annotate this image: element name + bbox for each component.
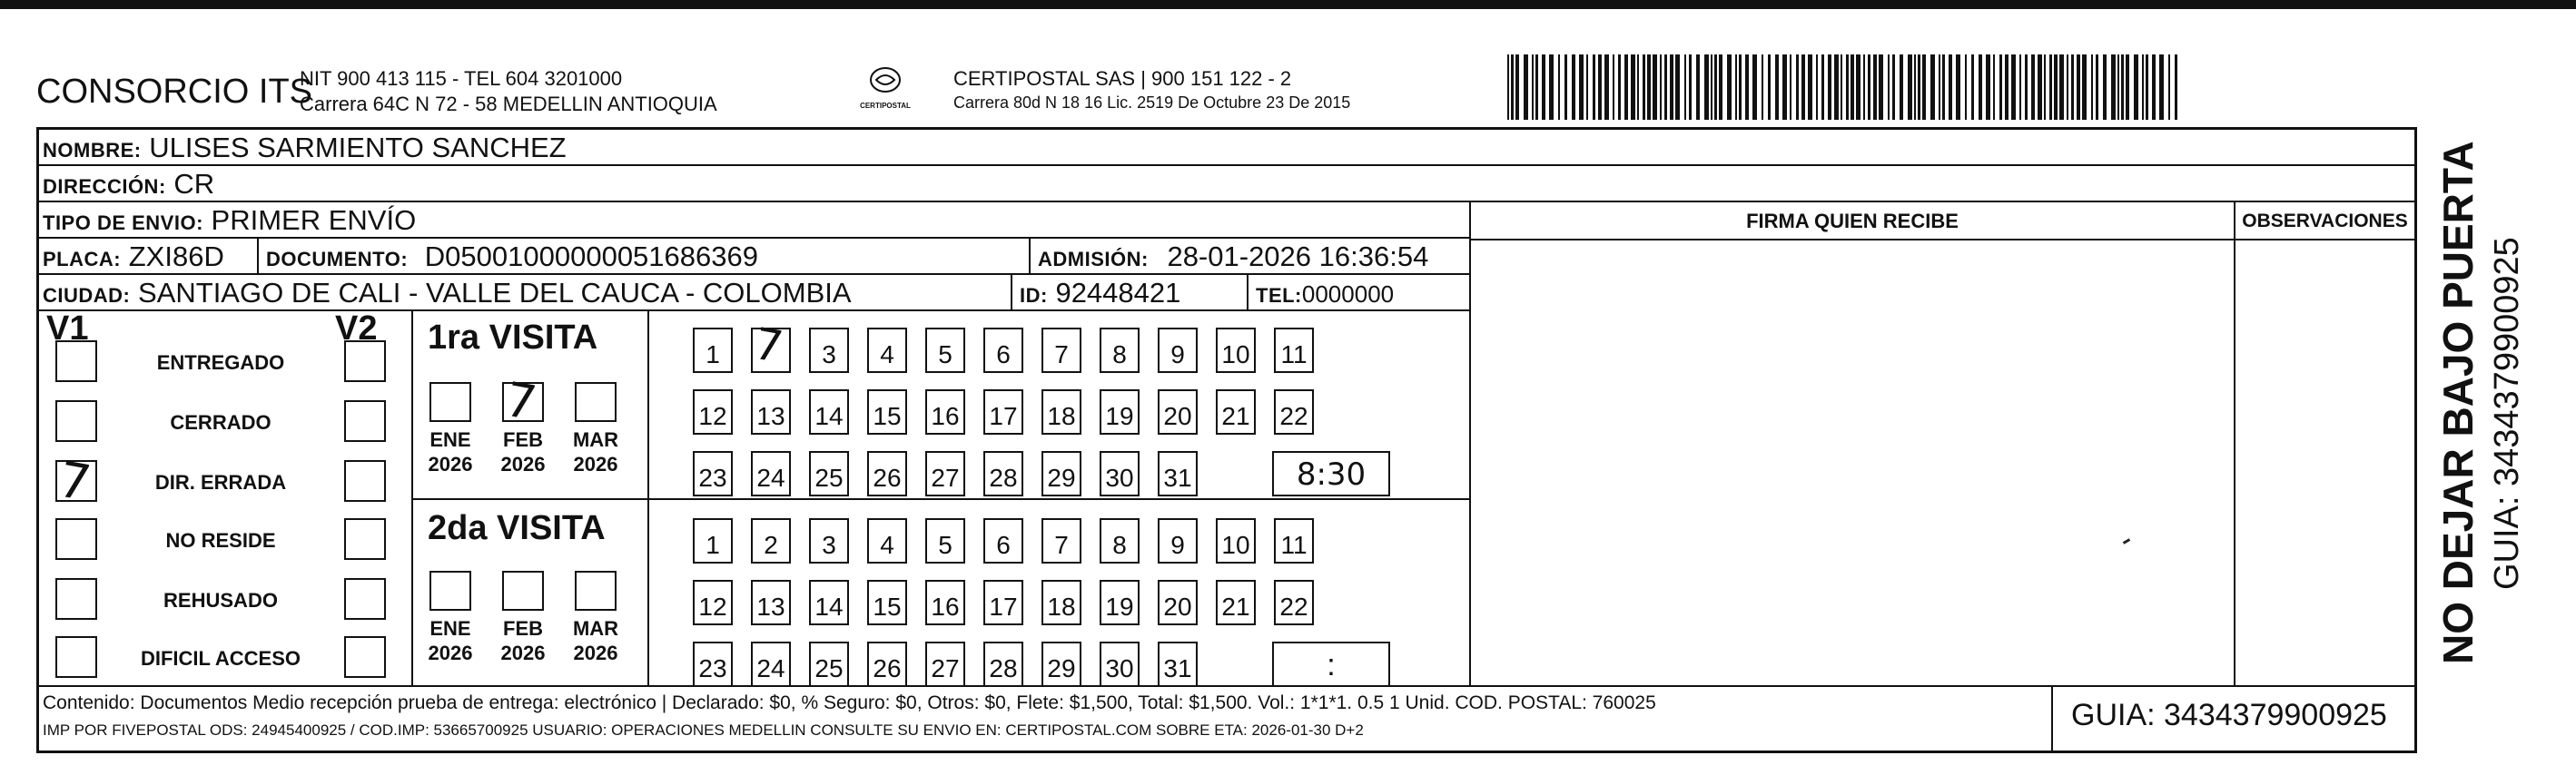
day-box[interactable]: 20 [1158, 580, 1198, 625]
barcode-bar [1647, 54, 1651, 120]
month-label: FEB [503, 617, 543, 640]
top-border [0, 0, 2576, 9]
day-box[interactable]: 5 [925, 328, 965, 373]
barcode-bar [1790, 54, 1791, 120]
time-box[interactable]: : [1272, 642, 1390, 687]
barcode-bar [1704, 54, 1709, 120]
signature-dot [2123, 538, 2130, 544]
day-box[interactable]: 17 [983, 389, 1023, 435]
day-box[interactable]: 14 [809, 580, 849, 625]
day-box[interactable]: 15 [867, 580, 907, 625]
placa-value: ZXI86D [128, 240, 224, 272]
barcode-bar [1670, 54, 1673, 120]
barcode-bar [1834, 54, 1839, 120]
day-box[interactable]: 12 [693, 580, 733, 625]
v2-checkbox[interactable] [344, 636, 386, 678]
nombre-value: ULISES SARMIENTO SANCHEZ [149, 132, 567, 163]
barcode-bar [1930, 54, 1935, 120]
direccion-value: CR [173, 168, 215, 200]
barcode-bar [1624, 54, 1628, 120]
day-box[interactable]: 3 [809, 518, 849, 564]
day-box[interactable]: 13 [751, 580, 791, 625]
tipo-label: TIPO DE ENVIO: [43, 211, 203, 234]
time-box[interactable]: 8:30 [1272, 451, 1390, 496]
day-box[interactable]: 2 [751, 518, 791, 564]
documento-label: DOCUMENTO: [266, 248, 409, 270]
barcode-bar [1801, 54, 1805, 120]
barcode-bar [1782, 54, 1787, 120]
barcode-bar [1637, 54, 1639, 120]
admision-value: 28-01-2026 16:36:54 [1167, 240, 1429, 272]
v1-checkbox[interactable] [55, 578, 97, 620]
barcode-bar [1719, 54, 1722, 120]
barcode-bar [2121, 54, 2124, 120]
day-box[interactable]: 12 [693, 389, 733, 435]
day-box[interactable]: 15 [867, 389, 907, 435]
barcode-bar [1572, 54, 1575, 120]
day-box[interactable]: 9 [1158, 518, 1198, 564]
tipo-value: PRIMER ENVÍO [211, 204, 417, 236]
day-box[interactable]: 19 [1100, 389, 1140, 435]
barcode-bar [1739, 54, 1742, 120]
day-box[interactable]: 6 [983, 328, 1023, 373]
tel-value: 0000000 [1301, 280, 1395, 308]
day-box[interactable]: 10 [1216, 518, 1256, 564]
day-box[interactable]: 1 [693, 518, 733, 564]
barcode-bar [1762, 54, 1763, 120]
barcode-bar [1675, 54, 1680, 120]
month-label: MAR [572, 617, 619, 640]
day-box[interactable]: 4 [867, 328, 907, 373]
barcode-bar [1999, 54, 2002, 120]
day-box[interactable]: 16 [925, 389, 965, 435]
barcode-bar [2146, 54, 2148, 120]
placa-label: PLACA: [43, 248, 122, 270]
barcode-bar [1851, 54, 1854, 120]
barcode-bar [2134, 54, 2138, 120]
barcode-bar [1735, 54, 1737, 120]
barcode-bar [2126, 54, 2129, 120]
month-year: 2026 [428, 642, 473, 664]
nombre-label: NOMBRE: [43, 139, 142, 162]
month-year: 2026 [573, 642, 618, 664]
status-label: REHUSADO [163, 589, 278, 612]
v1-checkbox[interactable] [55, 340, 97, 382]
barcode-bar [1593, 54, 1595, 120]
barcode-bar [1586, 54, 1588, 120]
month-checkbox[interactable] [575, 382, 617, 422]
month-year: 2026 [500, 453, 546, 476]
day-box[interactable]: 8 [1100, 518, 1140, 564]
barcode-bar [1714, 54, 1717, 120]
day-box[interactable]: 17 [983, 580, 1023, 625]
barcode-bar [1711, 54, 1712, 120]
barcode-bar [1900, 54, 1903, 120]
v2-checkbox[interactable] [344, 460, 386, 502]
divider [1011, 275, 1012, 311]
barcode-bar [1660, 54, 1662, 120]
day-box[interactable]: 6 [983, 518, 1023, 564]
barcode-bar [1816, 54, 1818, 120]
barcode-bar [1515, 54, 1519, 120]
barcode-bar [1558, 54, 1560, 120]
barcode-bar [2168, 54, 2170, 120]
month-checkbox[interactable] [429, 382, 471, 422]
barcode-bar [1579, 54, 1584, 120]
visit-divider [411, 498, 1469, 500]
second-visit-title: 2da VISITA [428, 509, 606, 547]
barcode-bar [2038, 54, 2042, 120]
nombre-field [43, 132, 567, 164]
day-box[interactable]: 28 [983, 451, 1023, 496]
v2-label: V2 [335, 309, 378, 348]
month-year: 2026 [500, 642, 546, 664]
barcode-bar [1914, 54, 1916, 120]
day-box[interactable] [750, 318, 791, 374]
barcode-bar [1631, 54, 1635, 120]
tel-field [1256, 277, 1394, 309]
barcode-bar [1856, 54, 1860, 120]
barcode-bar [1745, 54, 1749, 120]
month-year: 2026 [573, 453, 618, 476]
day-box[interactable]: 18 [1041, 389, 1081, 435]
barcode-bar [1888, 54, 1890, 120]
barcode-bar [2152, 54, 2156, 120]
ciudad-label: CIUDAD: [43, 284, 131, 307]
courier-logo-mark [867, 66, 903, 97]
day-box[interactable]: 22 [1274, 389, 1314, 435]
row-tipo [39, 202, 1469, 239]
row-direccion [39, 166, 2414, 202]
barcode-bar [1949, 54, 1952, 120]
day-box[interactable]: 9 [1158, 328, 1198, 373]
day-box[interactable]: 14 [809, 389, 849, 435]
barcode-bar [1643, 54, 1645, 120]
firma-header [1471, 204, 2234, 240]
handwritten-check-mark: 7 [750, 318, 787, 374]
barcode-bar [2011, 54, 2016, 120]
barcode-bar [1532, 54, 1534, 120]
courier-logo-text: CERTIPOSTAL [860, 102, 911, 110]
barcode-bar [2091, 54, 2093, 120]
v2-checkbox[interactable] [344, 400, 386, 442]
month-checkbox[interactable] [502, 571, 544, 611]
firma-label: FIRMA QUIEN RECIBE [1746, 210, 1959, 232]
barcode-bar [2175, 54, 2177, 120]
barcode-bar [2025, 54, 2028, 120]
day-box[interactable]: 31 [1158, 451, 1198, 496]
documento-value: D05001000000051686369 [424, 240, 758, 272]
barcode-bar [1956, 54, 1960, 120]
barcode-bar [2117, 54, 2119, 120]
id-value: 92448421 [1055, 277, 1181, 309]
barcode-bar [2067, 54, 2068, 120]
status-label: ENTREGADO [156, 351, 285, 374]
day-box[interactable]: 16 [925, 580, 965, 625]
side-guia: GUIA: 3434379900925 [2488, 237, 2526, 590]
barcode-bar [1618, 54, 1621, 120]
day-box[interactable]: 13 [751, 389, 791, 435]
day-box[interactable]: 25 [809, 642, 849, 687]
id-label: ID: [1020, 284, 1048, 307]
barcode-bar [1752, 54, 1757, 120]
admision-field [1038, 240, 1428, 273]
courier-name: CERTIPOSTAL SAS | 900 151 122 - 2 [953, 67, 1292, 90]
barcode-bar [1942, 54, 1945, 120]
day-box[interactable]: 26 [867, 642, 907, 687]
day-box[interactable]: 26 [867, 451, 907, 496]
v1-checkbox[interactable] [55, 400, 97, 442]
divider [257, 239, 259, 275]
day-box[interactable]: 20 [1158, 389, 1198, 435]
delivery-form [36, 127, 2417, 753]
footer-content: Contenido: Documentos Medio recepción prueba de entrega: electrónico | Declarado: $0, % Seguro: $0, Otros: $0, Flete: $1,500, Total: $1,500. Vol.: 1*1*1. 0.5 1 Unid. COD. POSTAL: 760025 [43, 692, 1656, 713]
month-label: ENE [429, 428, 471, 451]
day-box[interactable]: 28 [983, 642, 1023, 687]
barcode-bar [1542, 54, 1545, 120]
barcode [1507, 54, 2179, 120]
handwritten-check-mark: 7 [501, 372, 541, 432]
barcode-bar [1653, 54, 1657, 120]
barcode-bar [1696, 54, 1700, 120]
barcode-bar [1549, 54, 1554, 120]
observaciones-header [2235, 204, 2414, 240]
footer-guia-box [2051, 685, 2414, 750]
barcode-bar [1965, 54, 1967, 120]
company-nit: NIT 900 413 115 - TEL 604 3201000 [300, 67, 623, 90]
documento-field [266, 240, 758, 273]
tipo-field [43, 204, 416, 237]
barcode-bar [1918, 54, 1920, 120]
ciudad-value: SANTIAGO DE CALI - VALLE DEL CAUCA - COLOMBIA [138, 277, 852, 309]
barcode-bar [2142, 54, 2144, 120]
day-box[interactable]: 30 [1100, 642, 1140, 687]
day-box[interactable]: 8 [1100, 328, 1140, 373]
barcode-bar [2103, 54, 2107, 120]
v1-checkbox[interactable] [54, 450, 97, 513]
barcode-bar [1846, 54, 1849, 120]
barcode-bar [1879, 54, 1883, 120]
day-box[interactable]: 23 [693, 642, 733, 687]
month-label: ENE [429, 617, 471, 640]
day-box[interactable]: 19 [1100, 580, 1140, 625]
day-box[interactable]: 29 [1041, 451, 1081, 496]
barcode-bar [1873, 54, 1877, 120]
month-label: FEB [503, 428, 543, 451]
barcode-bar [2049, 54, 2052, 120]
barcode-bar [1727, 54, 1732, 120]
barcode-bar [2071, 54, 2074, 120]
v1-label: V1 [46, 309, 89, 348]
row-placa [39, 239, 1469, 275]
day-box[interactable]: 30 [1100, 451, 1140, 496]
company-name: CONSORCIO ITS [36, 73, 313, 111]
handwritten-check-mark: 7 [54, 450, 95, 513]
ciudad-field [43, 277, 852, 309]
barcode-bar [2111, 54, 2116, 120]
placa-field [43, 240, 224, 273]
direccion-field [43, 168, 214, 201]
barcode-bar [2044, 54, 2046, 120]
barcode-bar [1908, 54, 1912, 120]
barcode-bar [1993, 54, 1995, 120]
day-box[interactable]: 21 [1216, 389, 1256, 435]
first-visit-title: 1ra VISITA [428, 319, 598, 357]
v2-checkbox[interactable] [344, 578, 386, 620]
barcode-bar [1979, 54, 1982, 120]
month-checkbox[interactable] [575, 571, 617, 611]
day-box[interactable]: 27 [925, 642, 965, 687]
barcode-bar [1768, 54, 1771, 120]
side-warning: NO DEJAR BAJO PUERTA [2434, 141, 2482, 664]
barcode-bar [1863, 54, 1865, 120]
barcode-bar [1986, 54, 1990, 120]
id-field [1020, 277, 1180, 309]
barcode-bar [2054, 54, 2058, 120]
barcode-bar [1511, 54, 1514, 120]
barcode-bar [2096, 54, 2098, 120]
barcode-bar [1775, 54, 1779, 120]
day-box[interactable]: 29 [1041, 642, 1081, 687]
status-label: CERRADO [170, 411, 271, 434]
barcode-bar [1684, 54, 1686, 120]
barcode-bar [1971, 54, 1974, 120]
barcode-bar [2059, 54, 2064, 120]
month-checkbox[interactable] [501, 372, 544, 432]
courier-address: Carrera 80d N 18 16 Lic. 2519 De Octubre 23 De 2015 [953, 93, 1351, 112]
row-nombre [39, 130, 2414, 166]
barcode-bar [2159, 54, 2164, 120]
v2-checkbox[interactable] [344, 518, 386, 560]
month-label: MAR [572, 428, 619, 451]
barcode-bar [1892, 54, 1895, 120]
day-box[interactable]: 24 [751, 642, 791, 687]
barcode-bar [1535, 54, 1538, 120]
barcode-bar [1524, 54, 1528, 120]
firma-divider [1469, 202, 1471, 685]
day-box[interactable]: 25 [809, 451, 849, 496]
barcode-bar [2077, 54, 2080, 120]
barcode-bar [1939, 54, 1940, 120]
barcode-bar [2082, 54, 2087, 120]
day-box[interactable]: 11 [1274, 518, 1314, 564]
month-checkbox[interactable] [429, 571, 471, 611]
barcode-bar [1564, 54, 1567, 120]
barcode-bar [1821, 54, 1824, 120]
day-box[interactable]: 1 [693, 328, 733, 373]
status-label: DIFICIL ACCESO [140, 647, 301, 670]
barcode-bar [2031, 54, 2035, 120]
admision-label: ADMISIÓN: [1038, 248, 1149, 270]
v2-checkbox[interactable] [344, 340, 386, 382]
day-box[interactable]: 31 [1158, 642, 1198, 687]
barcode-bar [1604, 54, 1609, 120]
day-box[interactable]: 10 [1216, 328, 1256, 373]
barcode-bar [1828, 54, 1831, 120]
direccion-label: DIRECCIÓN: [43, 175, 166, 198]
barcode-bar [1507, 54, 1509, 120]
day-box[interactable]: 18 [1041, 580, 1081, 625]
barcode-bar [1796, 54, 1799, 120]
barcode-bar [1808, 54, 1812, 120]
day-box[interactable]: 27 [925, 451, 965, 496]
day-box[interactable]: 7 [1041, 518, 1081, 564]
company-address: Carrera 64C N 72 - 58 MEDELLIN ANTIOQUIA [300, 93, 717, 115]
barcode-bar [2019, 54, 2021, 120]
courier-logo-icon [858, 66, 913, 117]
status-label: NO RESIDE [165, 529, 276, 552]
barcode-bar [1598, 54, 1602, 120]
observaciones-divider [2234, 202, 2235, 685]
day-box[interactable]: 22 [1274, 580, 1314, 625]
barcode-bar [1613, 54, 1614, 120]
footer-print-info: IMP POR FIVEPOSTAL ODS: 24945400925 / COD.IMP: 53665700925 USUARIO: OPERACIONES MEDELLIN CONSULTE SU ENVIO EN: CERTIPOSTAL.COM SOBRE ETA: 2026-01-30 D+2 [43, 721, 1364, 739]
day-box[interactable]: 3 [809, 328, 849, 373]
tel-label: TEL: [1256, 284, 1302, 307]
observaciones-label: OBSERVACIONES [2242, 211, 2408, 231]
barcode-bar [2005, 54, 2008, 120]
divider [1247, 275, 1249, 311]
footer-guia: GUIA: 3434379900925 [2071, 698, 2387, 732]
day-box[interactable]: 24 [751, 451, 791, 496]
header [36, 59, 1489, 127]
barcode-bar [1664, 54, 1667, 120]
day-box[interactable]: 7 [1041, 328, 1081, 373]
v1-checkbox[interactable] [55, 636, 97, 678]
barcode-bar [1922, 54, 1926, 120]
day-box[interactable]: 11 [1274, 328, 1314, 373]
barcode-bar [1868, 54, 1870, 120]
day-box[interactable]: 5 [925, 518, 965, 564]
month-year: 2026 [428, 453, 473, 476]
barcode-bar [1841, 54, 1842, 120]
day-box[interactable]: 23 [693, 451, 733, 496]
day-box[interactable]: 4 [867, 518, 907, 564]
day-box[interactable]: 21 [1216, 580, 1256, 625]
v1-checkbox[interactable] [55, 518, 97, 560]
status-label: DIR. ERRADA [154, 471, 287, 494]
barcode-bar [1689, 54, 1692, 120]
divider [1029, 239, 1031, 275]
row-ciudad [39, 275, 1469, 311]
